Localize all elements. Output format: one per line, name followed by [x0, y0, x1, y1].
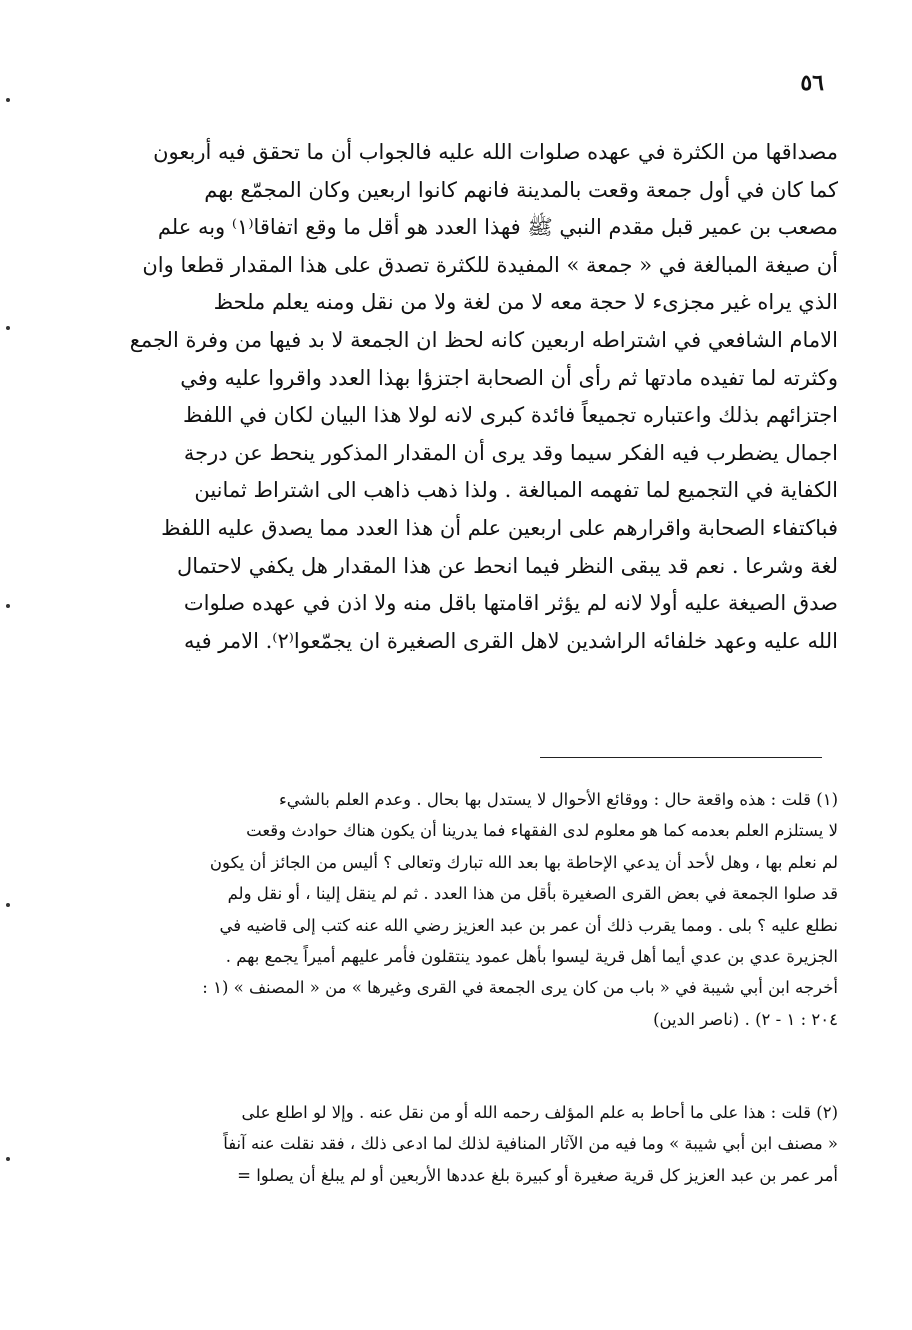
- footnote-line: نطلع عليه ؟ بلى . ومما يقرب ذلك أن عمر بن عبد العزيز رضي الله عنه كتب إلى قاضيه في: [219, 915, 838, 935]
- footnote-1: [112, 784, 838, 1035]
- text-line: الكفاية في التجميع لما تفهمه المبالغة . ولذا ذهب ذاهب الى اشتراط ثمانين: [194, 478, 838, 503]
- text-line: كما كان في أول جمعة وقعت بالمدينة فانهم كانوا اربعين وكان المجمّع بهم: [204, 177, 838, 202]
- footnote-2: [112, 1097, 838, 1191]
- footnote-line: قد صلوا الجمعة في بعض القرى الصغيرة بأقل من هذا العدد . ثم لم ينقل إلينا ، أو نقل ولم: [227, 884, 838, 904]
- scan-dot: [6, 903, 10, 907]
- text-line: لغة وشرعا . نعم قد يبقى النظر فيما انحط عن هذا المقدار هل يكفي لاحتمال: [176, 553, 838, 578]
- page-number: ٥٦: [800, 70, 824, 96]
- scan-dot: [6, 326, 10, 330]
- text-line: مصعب بن عمير قبل مقدم النبي ﷺ فهذا العدد هو أقل ما وقع اتفاقا⁽١⁾ وبه علم: [157, 215, 838, 240]
- scan-dot: [6, 1157, 10, 1161]
- footnote-line: لا يستلزم العلم بعدمه كما هو معلوم لدى الفقهاء فما يدرينا أن يكون هناك حوادث وقعت: [246, 821, 838, 841]
- main-text: [126, 134, 838, 660]
- text-line: الذي يراه غير مجزىء لا حجة معه لا من لغة ولا من نقل ومنه يعلم ملحظ: [213, 290, 838, 315]
- footnote-line: « مصنف ابن أبي شيبة » وما فيه من الآثار المنافية لذلك لما ادعى ذلك ، فقد نقلت عنه آنفاً: [223, 1134, 838, 1154]
- text-line: الامام الشافعي في اشتراطه اربعين كانه لحظ ان الجمعة لا بد فيها من وفرة الجمع: [129, 327, 838, 352]
- text-line: اجمال يضطرب فيه الفكر سيما وقد يرى أن المقدار المذكور ينحط عن درجة: [183, 440, 838, 465]
- text-line: مصداقها من الكثرة في عهده صلوات الله عليه فالجواب أن ما تحقق فيه أربعون: [153, 140, 838, 164]
- text-line: أن صيغة المبالغة في « جمعة » المفيدة للكثرة تصدق على هذا المقدار قطعا وان: [142, 252, 838, 277]
- footnote-separator: [540, 757, 822, 758]
- footnote-line: أمر عمر بن عبد العزيز كل قرية صغيرة أو كبيرة بلغ عددها الأربعين أو لم يبلغ أن يصلوا =: [237, 1165, 838, 1185]
- text-line: وكثرته لما تفيده مادتها ثم رأى أن الصحابة اجتزؤا بهذا العدد واقروا عليه وفي: [180, 365, 838, 390]
- scan-dot: [6, 604, 10, 608]
- text-line: اجتزائهم بذلك واعتباره تجميعاً فائدة كبرى لانه لولا هذا البيان لكان في اللفظ: [183, 403, 838, 428]
- text-line: الله عليه وعهد خلفائه الراشدين لاهل القرى الصغيرة ان يجمّعوا⁽٢⁾. الامر فيه: [184, 628, 838, 653]
- text-line: فباكتفاء الصحابة واقرارهم على اربعين علم أن هذا العدد مما يصدق عليه اللفظ: [161, 515, 838, 540]
- footnote-line: أخرجه ابن أبي شيبة في « باب من كان يرى الجمعة في القرى وغيرها » من « المصنف » (١ :: [202, 978, 838, 998]
- text-line: صدق الصيغة عليه أولا لانه لم يؤثر اقامتها باقل منه ولا اذن في عهده صلوات: [183, 591, 838, 616]
- scan-dot: [6, 98, 10, 102]
- footnote-line: لم نعلم بها ، وهل لأحد أن يدعي الإحاطة بها بعد الله تبارك وتعالى ؟ أليس من الجائز أن يكون: [209, 852, 838, 872]
- footnote-line: (٢) قلت : هذا على ما أحاط به علم المؤلف رحمه الله أو من نقل عنه . وإلا لو اطلع على: [241, 1103, 838, 1122]
- footnote-line: ٢٠٤ : ١ - ٢) . (ناصر الدين): [653, 1009, 838, 1029]
- footnote-line: (١) قلت : هذه واقعة حال : ووقائع الأحوال لا يستدل بها بحال . وعدم العلم بالشيء: [279, 790, 838, 809]
- footnote-line: الجزيرة عدي بن عدي أيما أهل قرية ليسوا بأهل عمود ينتقلون فأمر عليهم أميراً يجمع بهم .: [225, 946, 838, 966]
